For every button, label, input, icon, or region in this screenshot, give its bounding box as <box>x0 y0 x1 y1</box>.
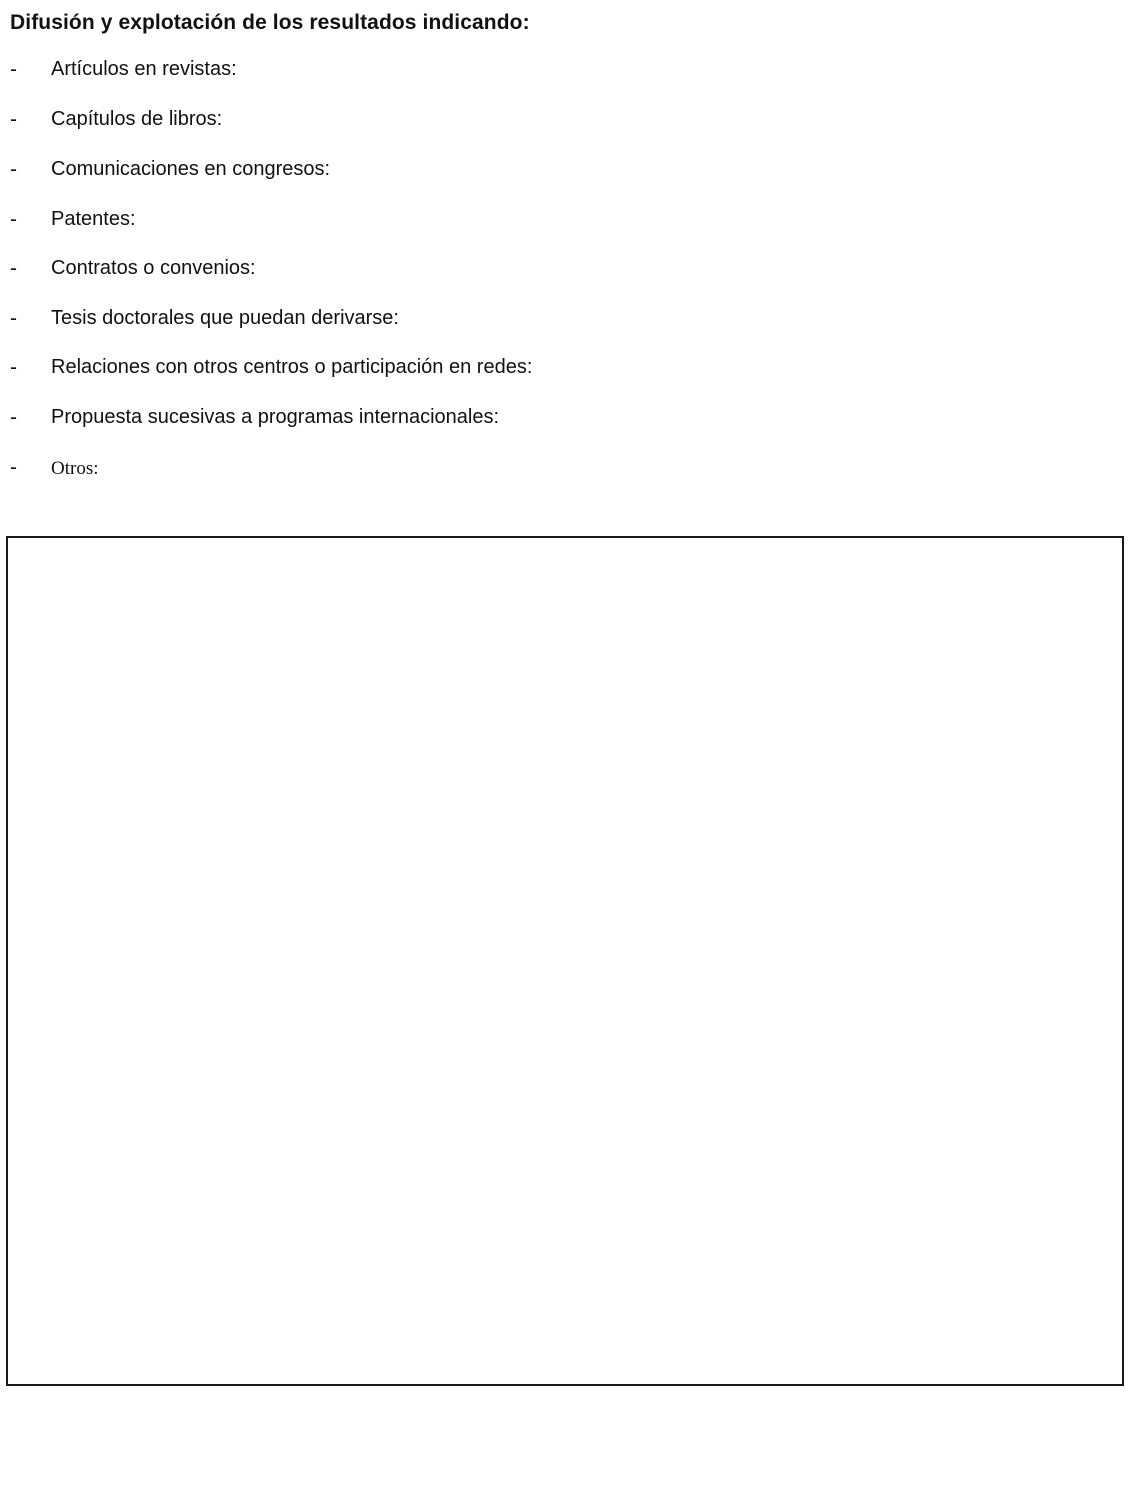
list-bullet: - <box>10 257 17 280</box>
list-item-label: Relaciones con otros centros o participación en redes: <box>51 356 533 378</box>
list-item-label: Tesis doctorales que puedan derivarse: <box>51 307 399 329</box>
list-item-label: Capítulos de libros: <box>51 108 223 130</box>
list-bullet: - <box>10 456 17 479</box>
list-bullet: - <box>10 58 17 81</box>
list-bullet: - <box>10 307 17 330</box>
list-bullet: - <box>10 108 17 131</box>
list-bullet: - <box>10 158 17 181</box>
list-item-label: Comunicaciones en congresos: <box>51 158 331 180</box>
list-bullet: - <box>10 406 17 429</box>
list-item-label: Propuesta sucesivas a programas internacionales: <box>51 406 500 428</box>
list-item-label: Artículos en revistas: <box>51 58 237 80</box>
list-bullet: - <box>10 208 17 231</box>
list-bullet: - <box>10 356 17 379</box>
answer-text-box[interactable] <box>6 536 1124 1386</box>
list-item-label: Otros: <box>51 458 99 479</box>
list-item-label: Patentes: <box>51 208 136 230</box>
list-item-label: Contratos o convenios: <box>51 257 256 279</box>
section-heading: Difusión y explotación de los resultados indicando: <box>10 11 530 34</box>
